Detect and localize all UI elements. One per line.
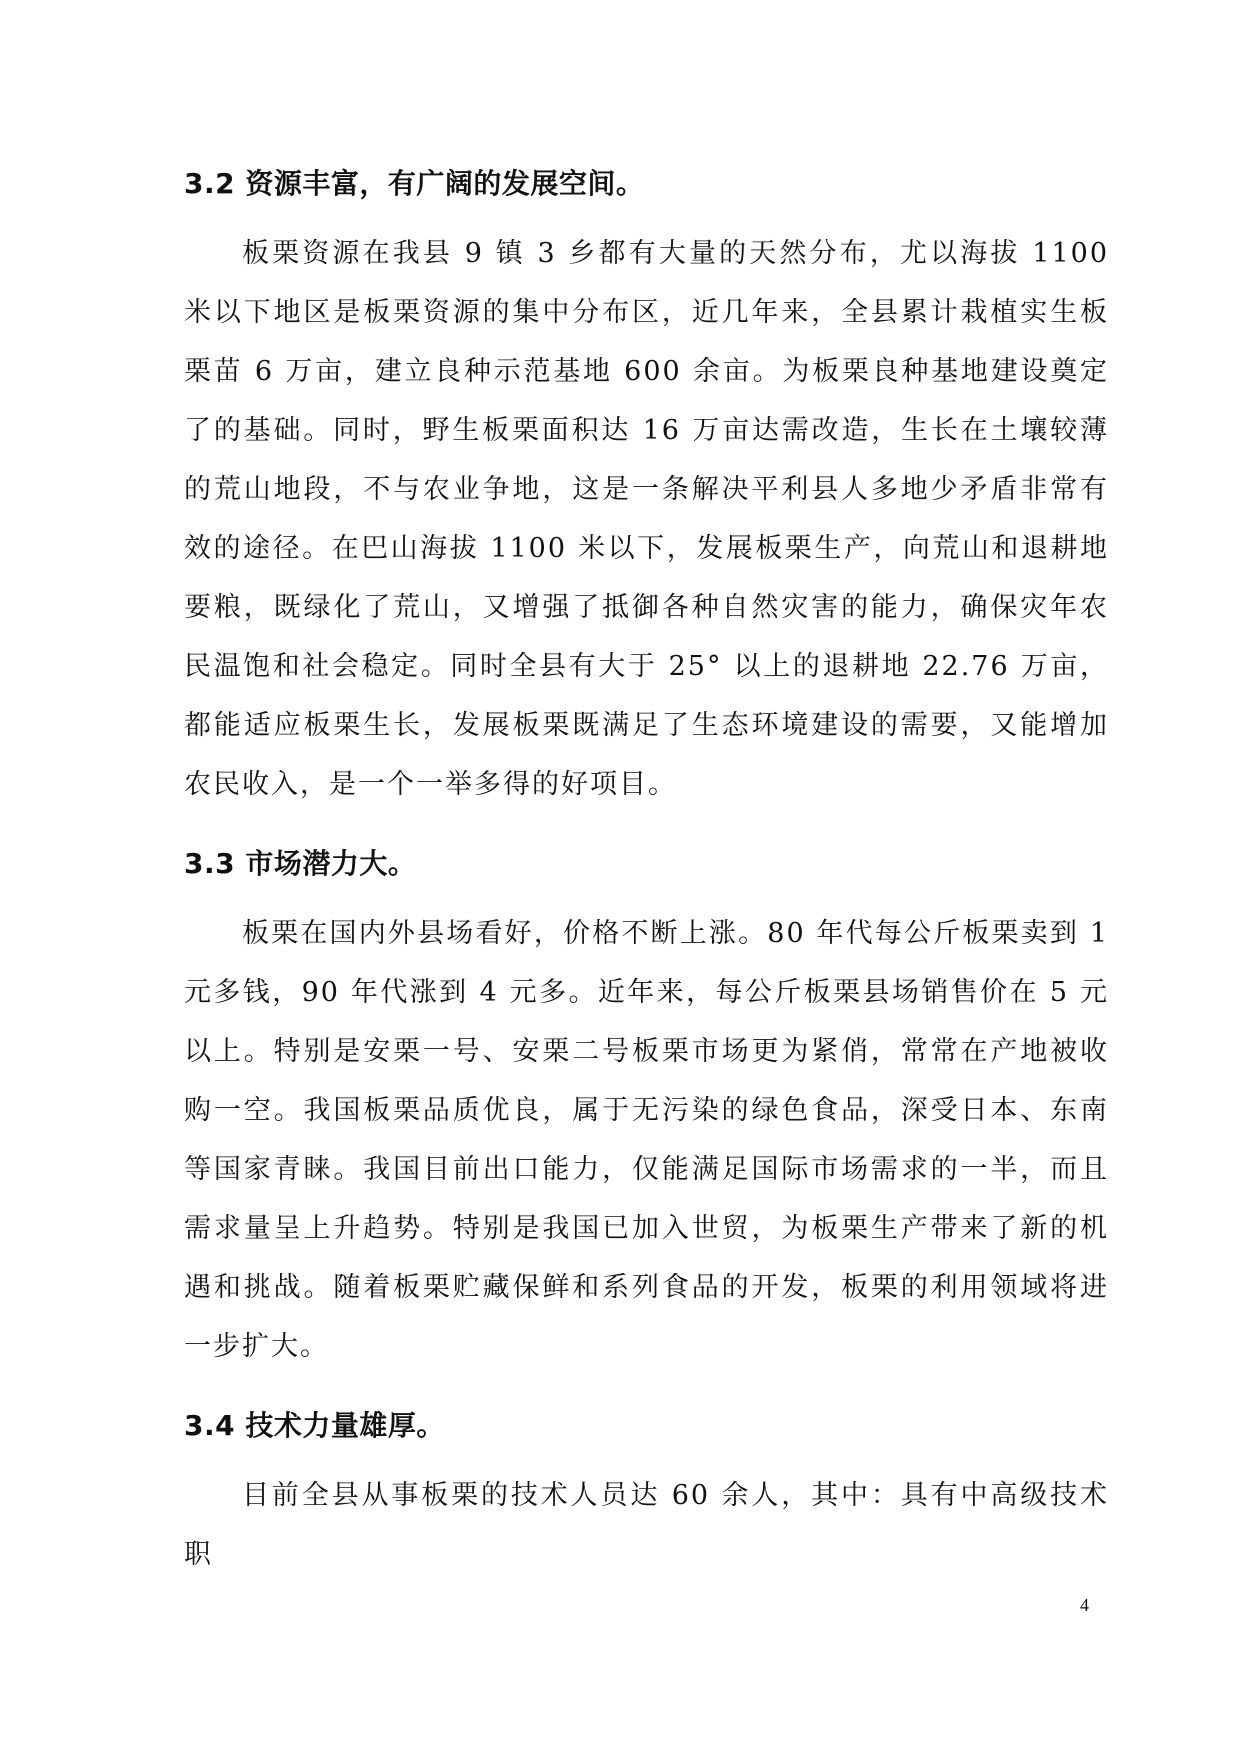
section-paragraph: 板栗在国内外县场看好，价格不断上涨。80 年代每公斤板栗卖到 1 元多钱，90 年代涨到 4 元多。近年来，每公斤板栗县场销售价在 5 元以上。特别是安栗一号、安栗二号板栗市场更为紧俏，常常在产地被收购一空。我国板栗品质优良，属于无污染的绿色食品，深受日本、东南等国家青睐。我国目前出口能力，仅能满足国际市场需求的一半，而且需求量呈上升趋势。特别是我国已加入世贸，为板栗生产带来了新的机遇和挑战。随着板栗贮藏保鲜和系列食品的开发，板栗的利用领域将进一步扩大。 [184, 918, 1109, 1362]
section-paragraph: 目前全县从事板栗的技术人员达 60 余人，其中：具有中高级技术职 [184, 1480, 1109, 1570]
section-heading: 3.2 资源丰富，有广阔的发展空间。 [184, 167, 645, 200]
section-3-2 [184, 154, 1109, 814]
section-paragraph: 板栗资源在我县 9 镇 3 乡都有大量的天然分布，尤以海拔 1100 米以下地区是板栗资源的集中分布区，近几年来，全县累计栽植实生板栗苗 6 万亩，建立良种示范基地 600 余亩。为板栗良种基地建设奠定了的基础。同时，野生板栗面积达 16 万亩达需改造，生长在土壤较薄的荒山地段，不与农业争地，这是一条解决平利县人多地少矛盾非常有效的途径。在巴山海拔 1100 米以下，发展板栗生产，向荒山和退耕地要粮，既绿化了荒山，又增强了抵御各种自然灾害的能力，确保灾年农民温饱和社会稳定。同时全县有大于 25° 以上的退耕地 22.76 万亩，都能适应板栗生长，发展板栗既满足了生态环境建设的需要，又能增加农民收入，是一个一举多得的好项目。 [184, 238, 1109, 800]
section-heading: 3.3 市场潜力大。 [184, 847, 417, 880]
section-3-4 [184, 1396, 1109, 1584]
page-number: 4 [1080, 1595, 1089, 1615]
document-body [184, 154, 1109, 1584]
section-3-3 [184, 834, 1109, 1376]
section-heading: 3.4 技术力量雄厚。 [184, 1409, 445, 1442]
